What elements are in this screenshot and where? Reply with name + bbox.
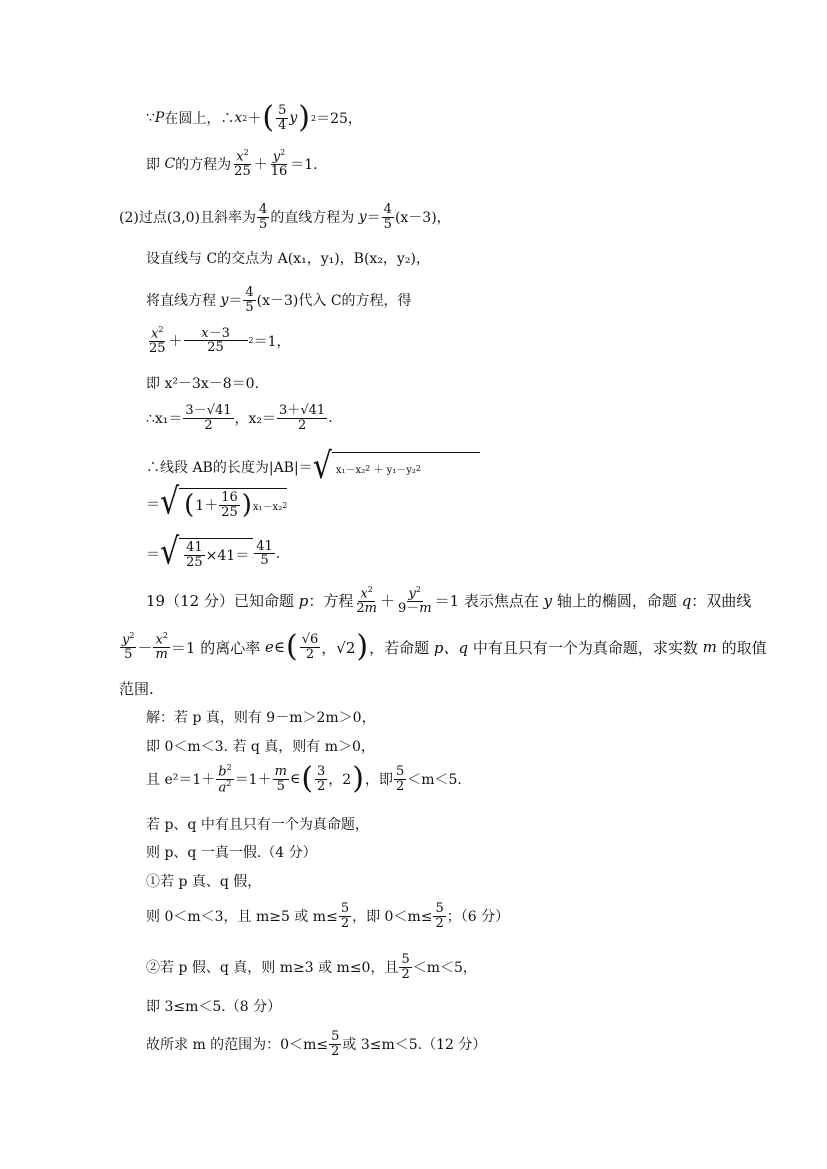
sol-line-2 [146,736,375,756]
q19-f: ＝1 的离心率 [170,638,261,657]
line-9 [146,445,480,488]
s3-c: ∈ [289,771,301,788]
line2-a: 即 [146,156,160,173]
s3-e: ＜m＜5. [407,772,462,789]
sol-line-6 [146,871,261,891]
paren-right: ) [298,100,310,135]
line11-c: . [275,545,281,562]
s3-b: ＝1＋ [234,772,272,789]
s9: 即 3≤m＜5.（8 分） [146,999,282,1015]
line8-a: ∴x₁＝ [146,411,183,428]
line11-a: ＝ [146,546,160,563]
line7-text: 即 x²－3x－8＝0. [146,376,260,392]
line-11 [146,531,281,574]
fraction: $\frac{4}{5}$ [383,202,392,232]
line10-b: x₁－x₂ [252,501,283,513]
fraction: $\frac{x^2}{25}$ [234,148,251,179]
var-y: y [289,110,298,126]
s3-d: ，即 [364,772,393,789]
sol-line-9 [146,996,281,1016]
s10-a: 故所求 m 的范围为：0＜m≤ [146,1037,329,1054]
line9-a: ∴线段 AB的长度为|AB|＝ [146,460,313,476]
s7-a: 则 0＜m＜3，且 m≥5 或 m≤ [146,909,338,926]
fraction: $\frac{5}{2}$ [401,952,410,982]
line1-text: 在圆上，∴ [164,111,235,127]
fraction: $\frac{4}{5}$ [245,285,254,315]
q19-line-1: 19（12 分）已知命题 p ：方程 $\frac{x^2}{2m}$ ＋ $\frac{y^2}{9-m}$ ＝1 表示焦点在 y 轴上的椭圆，命题 q ：双曲线 [146,585,752,616]
fraction: $\frac{y^2}{9-m}$ [397,585,432,616]
var-q: q [676,591,692,610]
fraction: $\frac{5}{2}$ [435,901,444,931]
fraction: $\frac{3-√41}{2}$ [185,403,232,433]
fraction: $\frac{5}{2}$ [331,1029,340,1059]
plus: ＋ [168,333,183,350]
fraction: $\frac{x^2}{25}$ [149,325,166,356]
s10-b: 或 3≤m＜5.（12 分） [342,1037,487,1054]
line2-c: ＝1. [290,156,318,173]
s7-c: ；（6 分） [446,909,510,926]
q19-c: ＝1 表示焦点在 [434,592,539,611]
fraction: $\frac{5}{2}$ [395,764,405,794]
sol-line-1 [146,707,376,727]
fraction: $\frac{5}{2}$ [340,901,350,931]
line-2 [146,149,318,179]
line-3 [119,203,451,231]
q19-h: 中有且只有一个为真命题，求实数 [472,638,698,657]
line-1 [146,100,362,135]
fraction: $\frac{41}{5}$ [256,538,273,569]
var-y: y [216,292,229,309]
q19-g: ，若命题 [369,638,430,657]
exp-2: 2 [310,113,317,123]
sol-line-7 [146,902,509,930]
s1: 解：若 p 真，则有 9－m＞2m＞0， [146,710,376,726]
line6-c: ＝1， [253,333,291,350]
line3-c: (x－3)， [394,210,451,227]
line-10 [146,481,288,524]
line10-a: ＝ [146,496,160,513]
q19-i: 的取值 [721,638,767,657]
var-p: P [154,110,165,126]
fraction: $\frac{y^2}{5}$ [122,631,135,663]
var-p: p [293,591,309,610]
fraction: $\frac{x^2}{m}$ [155,631,168,663]
fraction: $\frac{3}{2}$ [317,764,326,794]
fraction: $\frac{4}{5}$ [259,202,268,232]
var-e: e [260,638,274,656]
line2-b: 的方程为 [175,156,232,173]
sol-line-3: 且 e²＝1＋ $\frac{b^2}{a^2}$ ＝1＋ $\frac{m}{5}$ ∈ ( $\frac{3}{2}$ ，2 ) ，即 $\frac{5}{2}$ ＜m＜5. [146,761,462,797]
s4: 若 p、q 中有且只有一个为真命题， [146,817,369,833]
exp-2: 2 [248,336,254,346]
line-6 [146,326,291,356]
line11-b: ×41＝ [205,548,250,565]
var-c: C [160,155,176,172]
line5-a: 将直线方程 [146,293,216,310]
q19-d: 轴上的椭圆，命题 [556,592,677,611]
line3-b: 的直线方程为 [270,210,355,227]
q19-b: ：方程 [308,592,354,611]
fraction: $\frac{y^2}{16}$ [270,148,288,179]
q19-j: 范围. [119,680,154,698]
q19-e: ：双曲线 [691,592,752,611]
line9-b: x₁－x₂ [335,465,366,476]
line-4 [146,248,430,268]
s2: 即 0＜m＜3. 若 q 真，则有 m＞0， [146,739,375,755]
sol-line-8 [146,953,477,981]
line9-c: y₁－y₂ [386,465,416,476]
var-x: x [234,110,243,126]
exp-2: 2 [242,113,248,123]
fraction: $\frac{b^2}{a^2}$ [218,763,232,796]
s8-a: ②若 p 假、q 真，则 m≥3 或 m≤0，且 [146,960,399,977]
paren-left: ( [262,100,275,135]
line-7 [146,373,259,393]
plus: ＋ [253,156,268,173]
line5-b: (x－3)代入 C的方程，得 [256,293,412,310]
equals: ＝ [366,210,381,227]
fraction: $\frac{m}{5}$ [274,764,287,794]
plus: ＋ [247,111,262,127]
sqrt: √ $\frac{41}{25}$ ×41＝ [160,538,253,569]
because-text: ∵ [146,110,155,126]
sqrt: √ x₁－x₂ 2 ＋ y₁－y₂ 2 [313,452,480,482]
sqrt: √ ( 1＋ $\frac{16}{25}$ ) x₁－x₂ 2 [160,481,288,524]
var-y: y [538,591,557,610]
s6: ①若 p 真、q 假， [146,874,262,890]
q19-line-2: $\frac{y^2}{5}$ － $\frac{x^2}{m}$ ＝1 的离心率 e ∈ ( $\frac{√6}{2}$ ，√2 ) ，若命题 p、q 中有且只有一个为真命题，求实数 m 的取值 [122,629,767,664]
q19-a: 19（12 分）已知命题 [146,592,294,611]
equals: ＝ [228,293,243,310]
line8-b: ，x₂＝ [234,411,277,428]
fraction: $\frac{√6}{2}$ [301,631,319,662]
var-m: m [697,638,722,656]
q19-line-3 [119,678,154,699]
line3-a: (2)过点(3,0)且斜率为 [119,210,257,227]
var-pq: p、q [429,638,473,657]
line8-c: . [328,410,333,427]
sol-line-10 [146,1030,486,1058]
line4-text: 设直线与 C的交点为 A(x₁，y₁)，B(x₂，y₂)， [146,251,430,267]
fraction: $\frac{x-3}{25}$ [184,327,248,355]
s5: 则 p、q 一真一假.（4 分） [146,845,317,861]
var-y: y [354,209,367,226]
s7-b: ，即 0＜m≤ [352,909,433,926]
sol-line-5 [146,842,317,862]
line1-end: ＝25， [316,111,362,127]
sol-line-4 [146,814,369,834]
s8-b: ＜m＜5， [412,960,477,977]
fraction: $\frac{x^2}{2m}$ [356,585,377,616]
fraction: $\frac{3+√41}{2}$ [279,403,326,433]
line-8 [146,404,333,432]
fraction: $\frac{5}{4}$ [278,102,287,133]
line-5 [146,286,412,314]
s3-a: 且 e²＝1＋ [146,772,216,789]
